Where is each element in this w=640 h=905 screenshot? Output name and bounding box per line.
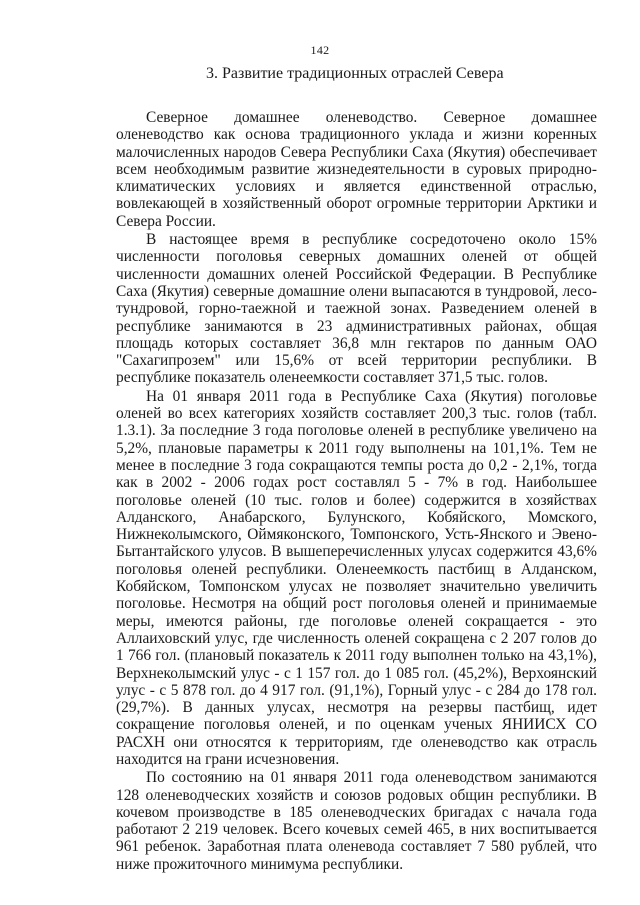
section-heading: 3. Развитие традиционных отраслей Севера (206, 65, 504, 82)
paragraph-reindeer-herding-intro: Северное домашнее оленеводство. Северное домашнее оленеводство как основа традиционного уклада и жизни коренных малочисленных народов Севера Республики Саха (Якутия) обеспечивает всем необходимым развитие жизнедеятельности в суровых природно-климатических условиях и является единственной отраслью, вовлекающей в хозяйственный оборот огромные территории Арктики и Севера России. (116, 109, 597, 230)
page-number: 142 (310, 43, 330, 57)
paragraph-herd-statistics: На 01 января 2011 года в Республике Саха (Якутия) поголовье оленей во всех категориях хозяйств составляет 200,3 тыс. голов (табл. 1.3.1). За последние 3 года поголовье оленей в республике увеличено на 5,2%, плановые параметры к 2011 году выполнены на 101,1%. Тем не менее в последние 3 года сокращаются темпы роста до 0,2 - 2,1%, тогда как в 2002 - 2006 годах рост составлял 5 - 7% в год. Наибольшее поголовье оленей (10 тыс. голов и более) содержится в хозяйствах Алданского, Анабарского, Булунского, Кобяйского, Момского, Нижнеколымского, Оймяконского, Томпонского, Усть-Янского и Эвено-Бытантайского улусов. В вышеперечисленных улусах содержится 43,6% поголовья оленей республики. Оленеемкость пастбищ в Алданском, Кобяйском, Томпонском улусах не позволяет значительно увеличить поголовье. Несмотря на общий рост поголовья оленей и принимаемые меры, имеются районы, где поголовье оленей сокращается - это Аллаиховский улус, где численность оленей сокращена с 2 207 голов до 1 766 гол. (плановый показатель к 2011 году выполнен только на 43,1%), Верхнеколымский улус - с 1 157 гол. до 1 085 гол. (45,2%), Верхоянский улус - с 5 878 гол. до 4 917 гол. (91,1%), Горный улус - с 284 до 178 гол. (29,7%). В данных улусах, несмотря на резервы пастбищ, идет сокращение поголовья оленей, и по оценкам ученых ЯНИИСХ СО РАСХН они относятся к территориям, где оленеводство как отрасль находится на грани исчезновения. (116, 387, 597, 768)
paragraph-herd-share: В настоящее время в республике сосредоточено около 15% численности поголовья северных домашних оленей от общей численности домашних оленей Российской Федерации. В Республике Саха (Якутия) северные домашние олени выпасаются в тундровой, лесо-тундровой, горно-таежной и таежной зонах. Разведением оленей в республике занимаются в 23 административных районах, общая площадь которых составляет 36,8 млн гектаров по данным ОАО "Сахагипрозем" или 15,6% от всей территории республики. В республике показатель оленеемкости составляет 371,5 тыс. голов. (116, 231, 597, 387)
paragraph-herding-enterprises: По состоянию на 01 января 2011 года оленеводством занимаются 128 оленеводческих хозяйств и союзов родовых общин республики. В кочевом производстве в 185 оленеводческих бригадах с начала года работают 2 219 человек. Всего кочевых семей 465, в них воспитывается 961 ребенок. Заработная плата оленевода составляет 7 580 рублей, что ниже прожиточного минимума республики. (116, 769, 597, 873)
body-text (116, 109, 597, 873)
